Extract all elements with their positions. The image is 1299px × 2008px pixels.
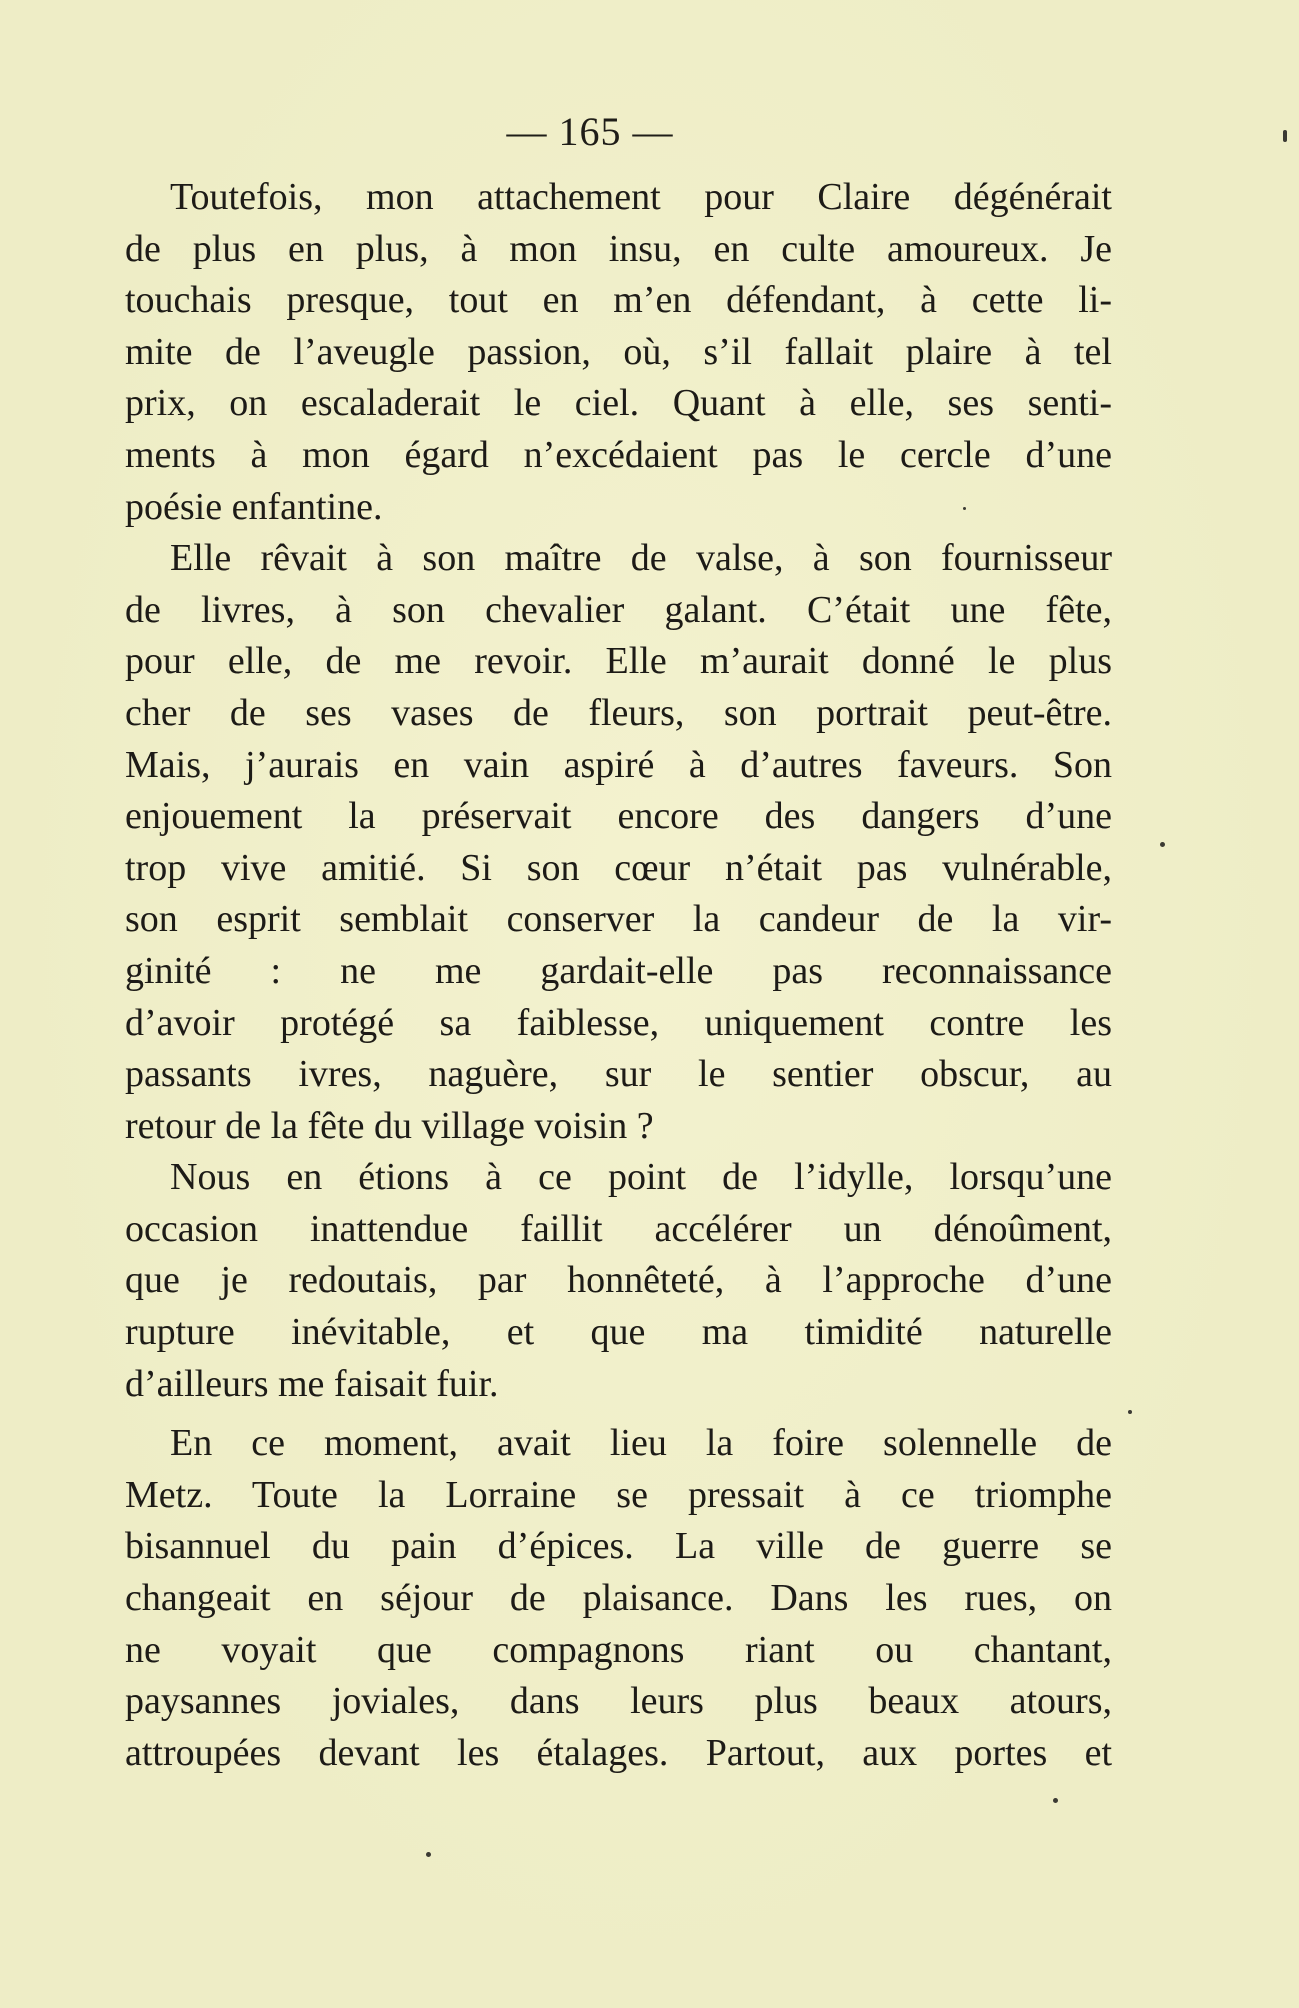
text-line: trop vive amitié. Si son cœur n’était pas vulnérable, <box>125 846 1112 889</box>
ink-speck <box>1283 130 1287 142</box>
paragraph-2 <box>80 533 1112 1152</box>
ink-speck <box>1160 842 1165 847</box>
ink-speck <box>1053 1798 1058 1803</box>
text-line: occasion inattendue faillit accélérer un dénoûment, <box>125 1207 1112 1250</box>
page-number: — 165 — <box>506 109 674 154</box>
text-line: passants ivres, naguère, sur le sentier obscur, au <box>125 1053 1112 1096</box>
text-line: de livres, à son chevalier galant. C’était une fête, <box>125 588 1112 631</box>
ink-speck <box>426 1852 431 1857</box>
text-line: cher de ses vases de fleurs, son portrait peut-être. <box>125 691 1112 734</box>
text-line: mite de l’aveugle passion, où, s’il fallait plaire à tel <box>125 330 1112 373</box>
ink-speck <box>963 507 966 510</box>
paragraph-4 <box>80 1418 1112 1779</box>
text-line: paysannes joviales, dans leurs plus beaux atours, <box>125 1680 1112 1723</box>
text-line: d’avoir protégé sa faiblesse, uniquement contre les <box>125 1001 1112 1044</box>
ink-speck <box>1128 1410 1132 1414</box>
text-line: touchais presque, tout en m’en défendant, à cette li- <box>125 279 1112 322</box>
text-line: son esprit semblait conserver la candeur de la vir- <box>125 898 1112 941</box>
text-line: ments à mon égard n’excédaient pas le cercle d’une <box>125 433 1112 476</box>
text-line: enjouement la préservait encore des dangers d’une <box>125 795 1112 838</box>
text-line: attroupées devant les étalages. Partout, aux portes et <box>125 1731 1112 1774</box>
text-line: prix, on escaladerait le ciel. Quant à elle, ses senti- <box>125 382 1112 425</box>
text-line: d’ailleurs me faisait fuir. <box>125 1362 499 1405</box>
text-line: que je redoutais, par honnêteté, à l’approche d’une <box>125 1259 1112 1302</box>
text-line: changeait en séjour de plaisance. Dans les rues, on <box>125 1577 1112 1620</box>
text-line: Mais, j’aurais en vain aspiré à d’autres faveurs. Son <box>125 743 1112 786</box>
paragraph-3 <box>80 1152 1112 1410</box>
text-line: Elle rêvait à son maître de valse, à son fournisseur <box>170 537 1112 580</box>
text-line: ne voyait que compagnons riant ou chantant, <box>125 1628 1112 1671</box>
text-line: Metz. Toute la Lorraine se pressait à ce triomphe <box>125 1473 1112 1516</box>
text-line: Toutefois, mon attachement pour Claire dégénérait <box>170 176 1112 218</box>
text-line: retour de la fête du village voisin ? <box>125 1104 654 1147</box>
body-text <box>80 172 1112 1779</box>
text-line: bisannuel du pain d’épices. La ville de guerre se <box>125 1525 1112 1568</box>
text-line: de plus en plus, à mon insu, en culte amoureux. Je <box>125 227 1112 270</box>
text-line: pour elle, de me revoir. Elle m’aurait donné le plus <box>125 640 1112 683</box>
text-line: En ce moment, avait lieu la foire solennelle de <box>170 1422 1112 1465</box>
text-line: poésie enfantine. <box>125 485 383 528</box>
text-line: ginité : ne me gardait-elle pas reconnaissance <box>125 949 1112 992</box>
text-line: Nous en étions à ce point de l’idylle, lorsqu’une <box>170 1156 1112 1199</box>
paragraph-1 <box>80 172 1112 533</box>
text-line: rupture inévitable, et que ma timidité naturelle <box>125 1311 1112 1354</box>
